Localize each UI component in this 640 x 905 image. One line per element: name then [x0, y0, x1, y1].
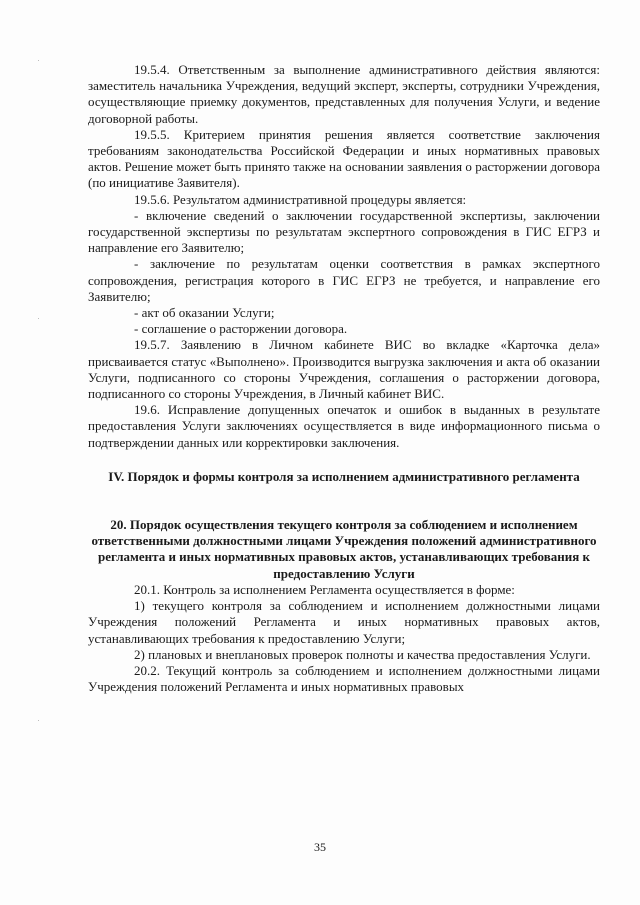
- section-heading: IV. Порядок и формы контроля за исполнением административного регламента: [108, 468, 580, 484]
- paragraph-19-5-5: 19.5.5. Критерием принятия решения является соответствие заключения требованиям законодательства Российской Федерации и иных нормативных правовых актов. Решение может быть принято также на основании заявления о расторжении договора (по инициативе Заявителя).: [88, 126, 600, 191]
- document-body: [88, 62, 600, 695]
- list-item-service-act: - акт об оказании Услуги;: [134, 305, 275, 321]
- subsection-heading: 20. Порядок осуществления текущего контроля за соблюдением и исполнением ответственными должностными лицами Учреждения положений административного регламента и иных нормативных правовых актов, устанавливающих требования к предоставлению Услуги: [91, 517, 597, 581]
- list-item-current-control: 1) текущего контроля за соблюдением и исполнением должностными лицами Учреждения положений Регламента и иных нормативных правовых актов, устанавливающих требования к предоставлению Услуги;: [88, 598, 600, 646]
- list-item-termination-agreement: - соглашение о расторжении договора.: [134, 321, 348, 337]
- page-number: 35: [314, 840, 326, 854]
- paragraph-20-2: 20.2. Текущий контроль за соблюдением и исполнением должностными лицами Учреждения положений Регламента и иных нормативных правовых: [88, 662, 600, 695]
- list-item-inspections: 2) плановых и внеплановых проверок полноты и качества предоставления Услуги.: [134, 646, 591, 662]
- scan-dot: [38, 720, 39, 721]
- list-item-egrz-inclusion: - включение сведений о заключении государственной экспертизы, заключении государственной экспертизы по результатам экспертного сопровождения в ГИС ЕГРЗ и направление его Заявителю;: [88, 207, 600, 256]
- scan-dot: [38, 318, 39, 319]
- scan-dot: [38, 60, 39, 61]
- list-item-assessment-conclusion: - заключение по результатам оценки соответствия в рамках экспертного сопровождения, регистрация которого в ГИС ЕГРЗ не требуется, и направление его Заявителю;: [88, 256, 600, 304]
- paragraph-20-1: 20.1. Контроль за исполнением Регламента осуществляется в форме:: [134, 581, 515, 597]
- paragraph-19-5-6: 19.5.6. Результатом административной процедуры является:: [134, 191, 467, 207]
- paragraph-19-5-7: 19.5.7. Заявлению в Личном кабинете ВИС во вкладке «Карточка дела» присваивается статус «Выполнено». Производится выгрузка заключения и акта об оказании Услуги, подписанного со стороны Учреждения, соглашения о расторжении договора, подписанного со стороны Учреждения, в Личный кабинет ВИС.: [88, 337, 600, 402]
- paragraph-19-6: 19.6. Исправление допущенных опечаток и ошибок в выданных в результате предоставления Услуги заключениях осуществляется в виде информационного письма о подтверждении данных или корректировки заключения.: [88, 402, 600, 450]
- paragraph-19-5-4: 19.5.4. Ответственным за выполнение административного действия являются: заместитель начальника Учреждения, ведущий эксперт, эксперты, сотрудники Учреждения, осуществляющие приемку документов, представленных для получения Услуги, и ведение договорной работы.: [88, 62, 600, 126]
